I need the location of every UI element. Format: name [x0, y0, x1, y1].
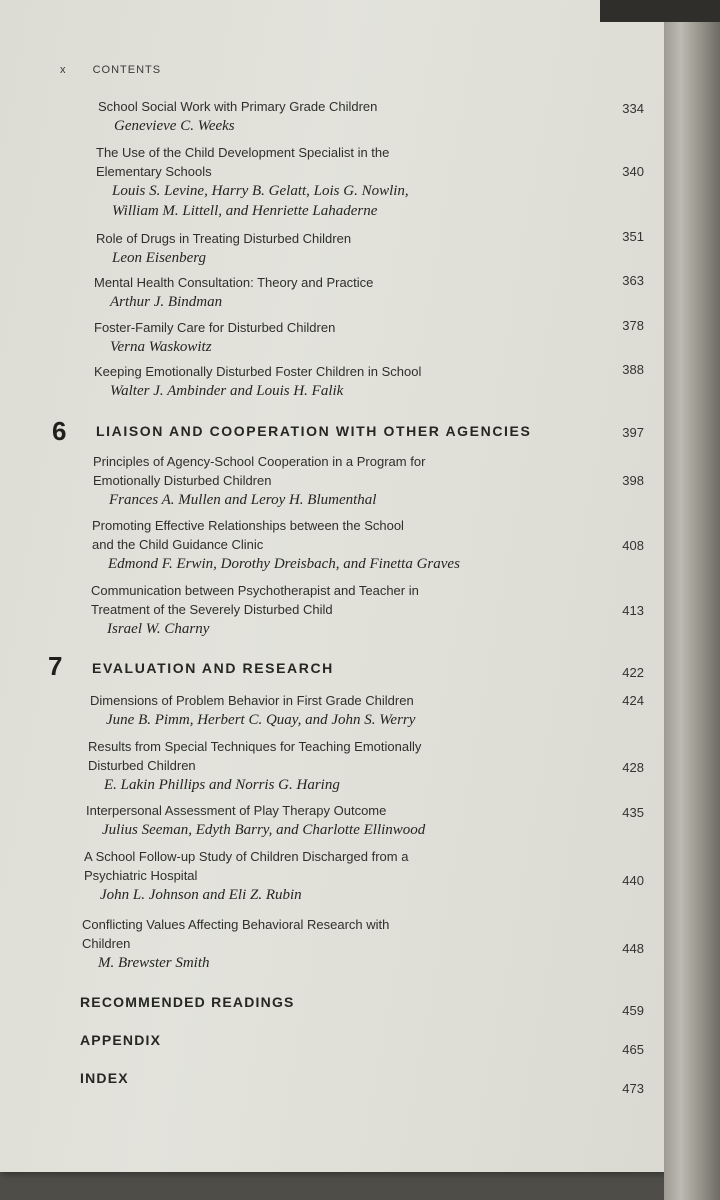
entry-title: School Social Work with Primary Grade Children [98, 99, 378, 114]
entry-title: Elementary Schools [96, 164, 212, 179]
chapter-title: LIAISON AND COOPERATION WITH OTHER AGENCIES [96, 423, 532, 439]
header-page-number: x [60, 64, 67, 76]
backmatter-title: APPENDIX [80, 1032, 162, 1048]
entry-page-number: 435 [622, 805, 644, 820]
toc-entry [82, 915, 642, 973]
toc-entry [90, 691, 650, 730]
background-corner [600, 0, 720, 22]
header-title: CONTENTS [92, 64, 162, 76]
entry-title: The Use of the Child Development Specialist in the [96, 145, 390, 160]
entry-author: E. Lakin Phillips and Norris G. Haring [104, 777, 340, 793]
entry-page-number: 440 [622, 873, 644, 888]
entry-author: Israel W. Charny [107, 621, 210, 637]
entry-author: William M. Littell, and Henriette Lahaderne [112, 203, 378, 219]
entry-author: Frances A. Mullen and Leroy H. Blumenthal [109, 492, 377, 508]
toc-entry [91, 581, 651, 639]
book-cover-edge [664, 0, 720, 1200]
toc-entry [96, 143, 656, 221]
entry-title: Mental Health Consultation: Theory and Practice [94, 275, 374, 290]
entry-author: Genevieve C. Weeks [114, 118, 235, 134]
entry-page-number: 340 [622, 164, 644, 179]
entry-title: Principles of Agency-School Cooperation in a Program for [93, 454, 426, 469]
backmatter-title: RECOMMENDED READINGS [80, 994, 295, 1010]
toc-entry [98, 97, 658, 136]
chapter-title: EVALUATION AND RESEARCH [92, 660, 334, 676]
entry-author: Arthur J. Bindman [110, 294, 223, 310]
entry-page-number: 408 [622, 538, 644, 553]
entry-title: Children [82, 936, 131, 951]
entry-author: John L. Johnson and Eli Z. Rubin [100, 887, 302, 903]
toc-entry [88, 737, 648, 795]
entry-title: Interpersonal Assessment of Play Therapy Outcome [86, 803, 387, 818]
entry-page-number: 388 [622, 362, 644, 377]
entry-title: A School Follow-up Study of Children Discharged from a [84, 849, 409, 864]
toc-entry [92, 516, 652, 574]
chapter-page-number: 397 [622, 425, 644, 440]
entry-title: Keeping Emotionally Disturbed Foster Children in School [94, 364, 422, 379]
entry-page-number: 378 [622, 318, 644, 333]
entry-page-number: 428 [622, 760, 644, 775]
backmatter-title: INDEX [80, 1070, 129, 1086]
entry-author: Julius Seeman, Edyth Barry, and Charlotte Ellinwood [102, 822, 426, 838]
entry-page-number: 448 [622, 941, 644, 956]
chapter-number: 6 [52, 416, 67, 446]
toc-entry [94, 318, 654, 357]
entry-page-number: 351 [622, 229, 644, 244]
entry-title: Emotionally Disturbed Children [93, 473, 272, 488]
entry-page-number: 424 [622, 693, 644, 708]
toc-entry [94, 362, 654, 401]
entry-page-number: 413 [622, 603, 644, 618]
backmatter-page-number: 473 [622, 1081, 644, 1096]
entry-title: Results from Special Techniques for Teaching Emotionally [88, 739, 422, 754]
entry-page-number: 363 [622, 273, 644, 288]
entry-title: Psychiatric Hospital [84, 868, 198, 883]
entry-page-number: 334 [622, 101, 644, 116]
entry-title: Conflicting Values Affecting Behavioral Research with [82, 917, 390, 932]
toc-entry [94, 273, 654, 312]
backmatter-page-number: 465 [622, 1042, 644, 1057]
entry-author: Walter J. Ambinder and Louis H. Falik [110, 383, 344, 399]
toc-entry [86, 801, 646, 840]
chapter-number: 7 [48, 651, 63, 681]
entry-title: and the Child Guidance Clinic [92, 537, 264, 552]
toc-entry [96, 229, 656, 268]
entry-title: Treatment of the Severely Disturbed Child [91, 602, 333, 617]
entry-author: Louis S. Levine, Harry B. Gelatt, Lois G. Nowlin, [112, 183, 409, 199]
running-header [60, 64, 161, 76]
entry-title: Dimensions of Problem Behavior in First Grade Children [90, 693, 414, 708]
entry-title: Communication between Psychotherapist and Teacher in [91, 583, 419, 598]
chapter-page-number: 422 [622, 665, 644, 680]
entry-page-number: 398 [622, 473, 644, 488]
entry-author: Leon Eisenberg [112, 250, 207, 266]
entry-author: Edmond F. Erwin, Dorothy Dreisbach, and Finetta Graves [108, 556, 460, 572]
entry-title: Disturbed Children [88, 758, 196, 773]
entry-author: June B. Pimm, Herbert C. Quay, and John S. Werry [106, 712, 416, 728]
entry-title: Foster-Family Care for Disturbed Children [94, 320, 336, 335]
toc-entry [93, 452, 653, 510]
entry-title: Role of Drugs in Treating Disturbed Children [96, 231, 352, 246]
backmatter-page-number: 459 [622, 1003, 644, 1018]
entry-title: Promoting Effective Relationships between the School [92, 518, 404, 533]
toc-entry [84, 847, 644, 905]
entry-author: M. Brewster Smith [98, 955, 210, 971]
entry-author: Verna Waskowitz [110, 339, 212, 355]
